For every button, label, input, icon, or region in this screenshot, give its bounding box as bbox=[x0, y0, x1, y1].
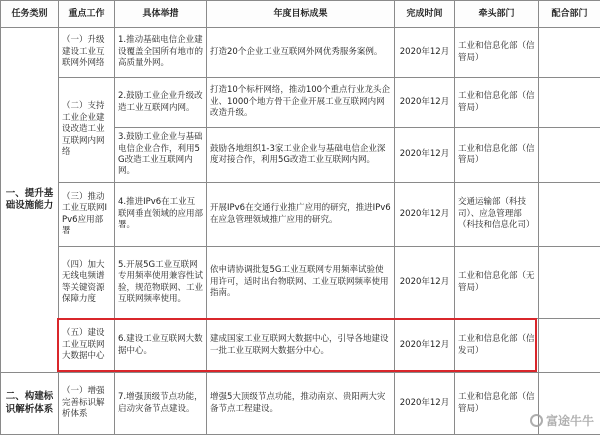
work-cell: （二）支持工业企业建设改造工业互联网内网络 bbox=[59, 78, 115, 183]
support-cell bbox=[539, 247, 600, 319]
table-row-highlighted bbox=[1, 319, 600, 373]
goal-cell: 建成国家工业互联网大数据中心，引导各地建设一批工业互联网大数据分中心。 bbox=[207, 319, 395, 373]
work-cell: （一）增强完善标识解析体系 bbox=[59, 373, 115, 435]
work-cell: （四）加大无线电频谱等关键资源保障力度 bbox=[59, 247, 115, 319]
lead-cell: 工业和信息化部（信管局） bbox=[455, 78, 539, 128]
time-cell: 2020年12月 bbox=[395, 128, 455, 183]
lead-cell: 工业和信息化部（信管局） bbox=[455, 128, 539, 183]
support-cell bbox=[539, 28, 600, 78]
header-measure: 具体举措 bbox=[115, 1, 207, 28]
time-cell: 2020年12月 bbox=[395, 28, 455, 78]
table-row bbox=[1, 247, 600, 319]
measure-cell: 7.增强顶级节点功能，启动灾备节点建设。 bbox=[115, 373, 207, 435]
goal-cell: 鼓励各地组织1-3家工业企业与基础电信企业深度对接合作，利用5G改造工业互联网内网。 bbox=[207, 128, 395, 183]
table-row bbox=[1, 373, 600, 435]
time-cell: 2020年12月 bbox=[395, 373, 455, 435]
measure-cell: 1.推动基础电信企业建设覆盖全国所有地市的高质量外网。 bbox=[115, 28, 207, 78]
measure-cell: 4.推进IPv6在工业互联网垂直领域的应用部署。 bbox=[115, 183, 207, 247]
lead-cell: 工业和信息化部（信管局） bbox=[455, 373, 539, 435]
goal-cell: 增强5大顶级节点功能，推动南京、贵阳两大灾备节点工程建设。 bbox=[207, 373, 395, 435]
lead-cell: 工业和信息化部（信发司） bbox=[455, 319, 539, 373]
lead-cell: 工业和信息化部（信管局） bbox=[455, 28, 539, 78]
header-goal: 年度目标成果 bbox=[207, 1, 395, 28]
watermark bbox=[530, 412, 594, 429]
time-cell: 2020年12月 bbox=[395, 78, 455, 128]
work-cell: （五）建设工业互联网大数据中心 bbox=[59, 319, 115, 373]
measure-cell: 3.鼓励工业企业与基础电信企业合作，利用5G改造工业互联网内网。 bbox=[115, 128, 207, 183]
support-cell bbox=[539, 78, 600, 128]
category-cell: 一、提升基础设施能力 bbox=[1, 28, 59, 373]
watermark-logo-icon bbox=[530, 414, 543, 427]
header-time: 完成时间 bbox=[395, 1, 455, 28]
category-cell: 二、构建标识解析体系 bbox=[1, 373, 59, 435]
header-support: 配合部门 bbox=[539, 1, 600, 28]
goal-cell: 开展IPv6在交通行业推广应用的研究，推进IPv6在应急管理领域推广应用的研究。 bbox=[207, 183, 395, 247]
table-row bbox=[1, 183, 600, 247]
lead-cell: 交通运输部（科技司）、应急管理部（科技和信息化司） bbox=[455, 183, 539, 247]
watermark-text: 富途牛牛 bbox=[546, 412, 594, 429]
goal-cell: 打造10个标杆网络，推动100个重点行业龙头企业、1000个地方骨干企业开展工业互联网内网改造升级。 bbox=[207, 78, 395, 128]
time-cell: 2020年12月 bbox=[395, 183, 455, 247]
table-row bbox=[1, 78, 600, 128]
work-cell: （一）升级建设工业互联网外网络 bbox=[59, 28, 115, 78]
support-cell bbox=[539, 183, 600, 247]
support-cell bbox=[539, 128, 600, 183]
work-cell: （三）推动工业互联网IPv6应用部署 bbox=[59, 183, 115, 247]
measure-cell: 5.开展5G工业互联网专用频率使用兼容性试验，规范物联网、工业互联网频率使用。 bbox=[115, 247, 207, 319]
header-row bbox=[1, 1, 600, 28]
table-row bbox=[1, 28, 600, 78]
lead-cell: 工业和信息化部（无管局） bbox=[455, 247, 539, 319]
header-work: 重点工作 bbox=[59, 1, 115, 28]
time-cell: 2020年12月 bbox=[395, 247, 455, 319]
support-cell bbox=[539, 319, 600, 373]
measure-cell: 2.鼓励工业企业升级改造工业互联网内网。 bbox=[115, 78, 207, 128]
goal-cell: 打造20个企业工业互联网外网优秀服务案例。 bbox=[207, 28, 395, 78]
header-lead: 牵头部门 bbox=[455, 1, 539, 28]
time-cell: 2020年12月 bbox=[395, 319, 455, 373]
goal-cell: 依申请协调批复5G工业互联网专用频率试验使用许可，适时出台物联网、工业互联网频率使用指南。 bbox=[207, 247, 395, 319]
measure-cell: 6.建设工业互联网大数据中心。 bbox=[115, 319, 207, 373]
header-category: 任务类别 bbox=[1, 1, 59, 28]
